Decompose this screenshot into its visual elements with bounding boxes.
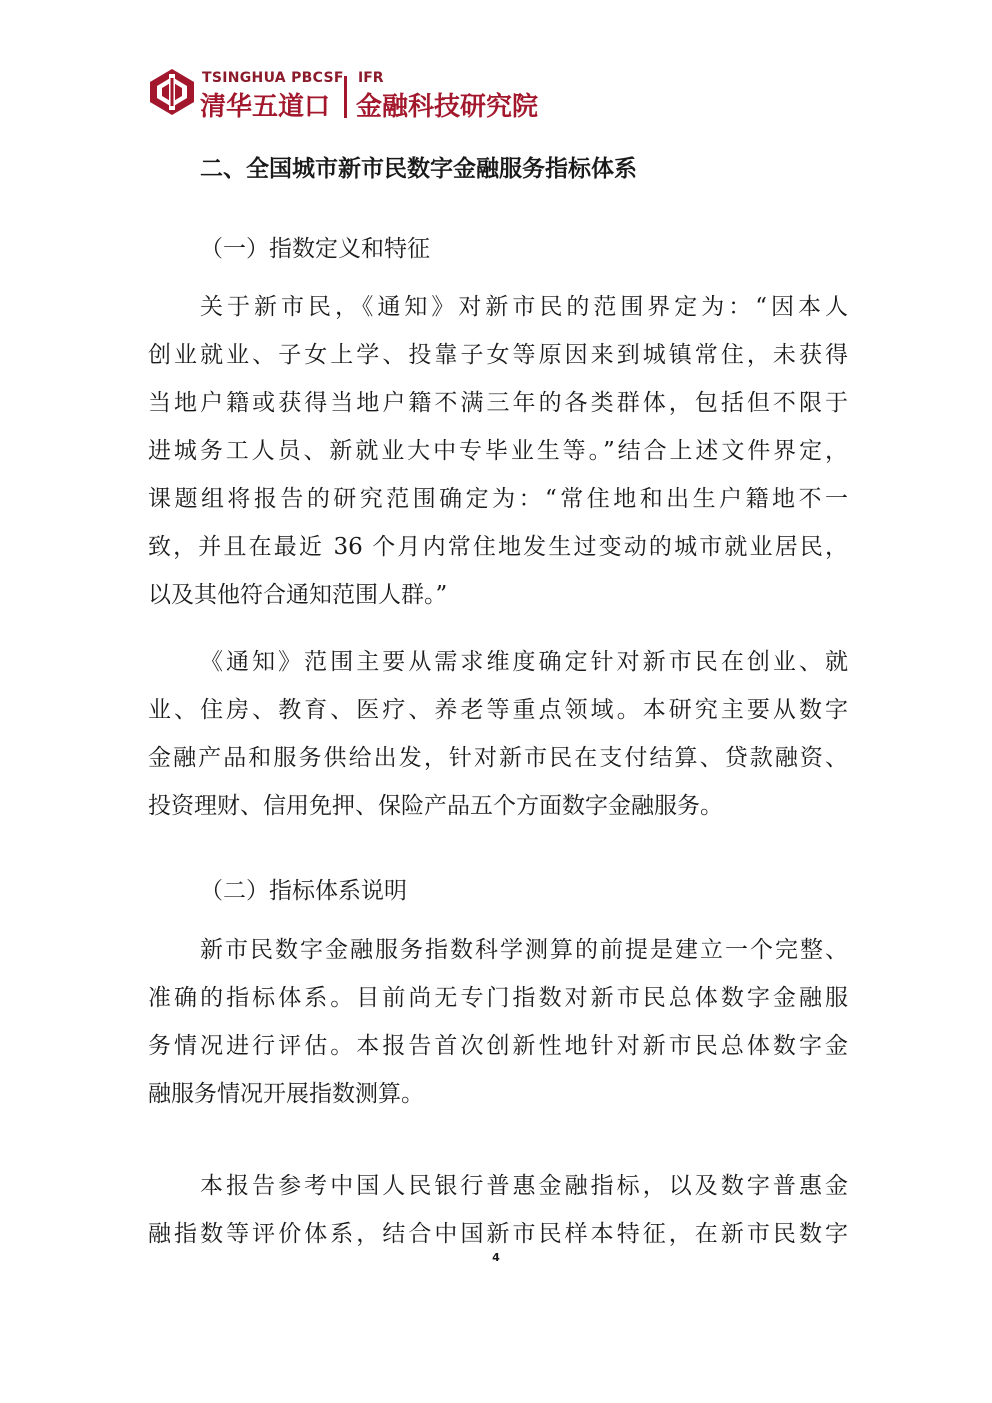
text-line: 务情况进行评估。本报告首次创新性地针对新市民总体数字金 (148, 1033, 848, 1059)
paragraph-2 (148, 638, 848, 830)
page-number: 4 (492, 1251, 500, 1264)
text-line: 业、住房、教育、医疗、养老等重点领域。本研究主要从数字 (148, 697, 848, 723)
brand-chinese: 清华五道口 (200, 92, 331, 122)
text-line: 准确的指标体系。目前尚无专门指数对新市民总体数字金融服 (148, 985, 848, 1011)
paragraph-1 (148, 283, 848, 619)
report-header (148, 64, 568, 124)
text-line: 进城务工人员、新就业大中专毕业生等。”结合上述文件界定， (148, 438, 848, 464)
text-line: 融服务情况开展指数测算。 (148, 1081, 424, 1107)
text-line: 关于新市民，《通知》对新市民的范围界定为：“因本人 (200, 294, 848, 320)
text-line: 以及其他符合通知范围人群。” (148, 582, 448, 608)
brand-english: TSINGHUA PBCSF (202, 70, 344, 86)
section-title: 二、全国城市新市民数字金融服务指标体系 (200, 156, 637, 182)
tsinghua-logo-icon (148, 68, 196, 116)
paragraph-4 (148, 1162, 848, 1258)
text-line: 新市民数字金融服务指数科学测算的前提是建立一个完整、 (200, 937, 848, 963)
ifr-english: IFR (358, 70, 384, 86)
text-line: 当地户籍或获得当地户籍不满三年的各类群体，包括但不限于 (148, 390, 848, 416)
text-line: 致，并且在最近 36 个月内常住地发生过变动的城市就业居民， (148, 534, 848, 560)
text-line: 创业就业、子女上学、投靠子女等原因来到城镇常住，未获得 (148, 342, 848, 368)
text-line: 金融产品和服务供给出发，针对新市民在支付结算、贷款融资、 (148, 745, 848, 771)
text-line: 融指数等评价体系，结合中国新市民样本特征，在新市民数字 (148, 1221, 848, 1247)
text-line: 投资理财、信用免押、保险产品五个方面数字金融服务。 (148, 793, 723, 819)
subsection-title-2: （二）指标体系说明 (200, 878, 407, 904)
paragraph-3 (148, 926, 848, 1118)
text-line: 课题组将报告的研究范围确定为：“常住地和出生户籍地不一 (148, 486, 848, 512)
ifr-chinese: 金融科技研究院 (356, 92, 539, 122)
text-line: 本报告参考中国人民银行普惠金融指标，以及数字普惠金 (200, 1173, 848, 1199)
header-divider (344, 76, 347, 118)
text-line: 《通知》范围主要从需求维度确定针对新市民在创业、就 (200, 649, 848, 675)
subsection-title-1: （一）指数定义和特征 (200, 236, 430, 262)
